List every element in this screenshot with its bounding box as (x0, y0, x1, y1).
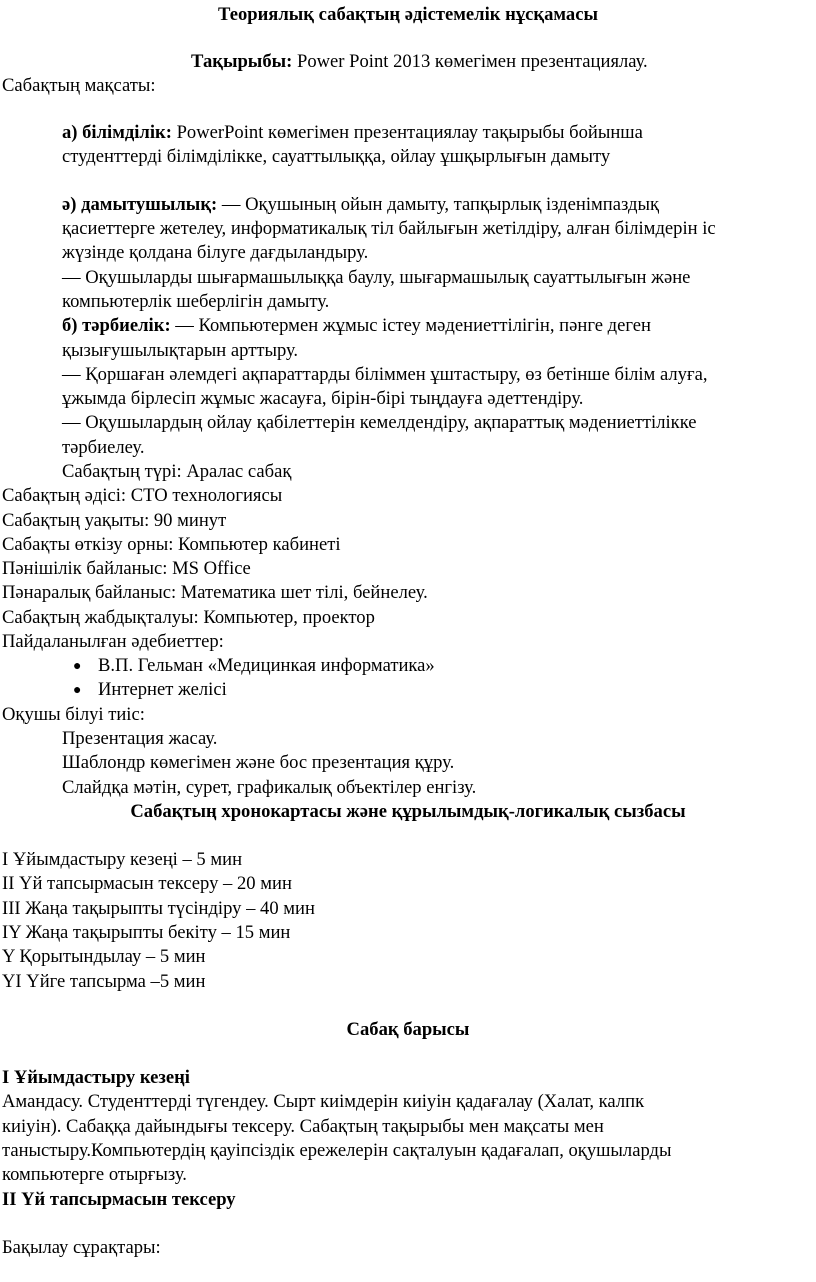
bullet-icon: ● (73, 683, 82, 698)
lesson-type: Сабақтың түрі: Аралас сабақ (62, 461, 292, 482)
developmental-line-4: — Оқушыларды шығармашылыққа баулу, шығармашылық сауаттылығын және (62, 267, 691, 288)
org-stage-text-line: таныстыру.Компьютердің қауіпсіздік ережелерін сақталуын қадағалап, оқушыларды (2, 1140, 672, 1161)
stage-item: Y Қорытындылау – 5 мин (2, 946, 206, 967)
goals-label: Сабақтың мақсаты: (2, 75, 156, 96)
lesson-time: Сабақтың уақыты: 90 минут (2, 510, 227, 531)
upbringing-line-4: ұжымда бірлесіп жұмыс жасауға, бірін-бірі тыңдауға әдеттендіру. (62, 388, 584, 409)
developmental-line-5: компьютерлік шеберлігін дамыту. (62, 291, 330, 312)
educational-line-2: студенттерді білімділікке, сауаттылыққа, ойлау ұшқырлығын дамыту (62, 146, 611, 167)
org-stage-text-line: киіуін). Сабаққа дайындығы тексеру. Сабақтың тақырыбы мен мақсаты мен (2, 1116, 604, 1137)
lesson-progress-heading: Сабақ барысы (346, 1019, 470, 1040)
educational-line-1: а) білімділік: PowerPoint көмегімен презентациялау тақырыбы бойынша (62, 122, 643, 143)
lesson-method: Сабақтың әдісі: СТО технологиясы (2, 485, 283, 506)
student-should-know-item: Слайдқа мәтін, сурет, графикалық объектілер енгізу. (62, 777, 477, 798)
developmental-line-3: жүзінде қолдана білуге дағдыландыру. (62, 242, 369, 263)
developmental-line-2: қасиеттерге жетелеу, информатикалық тіл байлығын жетілдіру, алған білімдерін іс (62, 218, 716, 239)
student-should-know-item: Шаблондр көмегімен және бос презентация құру. (62, 752, 455, 773)
developmental-label: ә) дамытушылық: (62, 194, 218, 215)
intra-subject-link: Пәнішілік байланыс: MS Office (2, 558, 251, 579)
literature-label: Пайдаланылған әдебиеттер: (2, 631, 224, 652)
org-stage-text-line: Амандасу. Студенттерді түгендеу. Сырт киімдерін киіуін қадағалау (Халат, калпк (2, 1091, 645, 1112)
bullet-icon: ● (73, 659, 82, 674)
lesson-place: Сабақты өткізу орны: Компьютер кабинеті (2, 534, 341, 555)
topic-text: Power Point 2013 көмегімен презентациялау. (292, 51, 648, 72)
topic-label: Тақырыбы: (191, 51, 293, 72)
homework-heading: II Үй тапсырмасын тексеру (2, 1189, 236, 1210)
document-title: Теориялық сабақтың әдістемелік нұсқамасы (218, 4, 598, 25)
org-stage-text-line: компьютерге отырғызу. (2, 1164, 187, 1185)
stage-item: II Үй тапсырмасын тексеру – 20 мин (2, 873, 292, 894)
upbringing-label: б) тәрбиелік: (62, 315, 171, 336)
literature-item: В.П. Гельман «Медицинкая информатика» (98, 655, 435, 676)
educational-label: а) білімділік: (62, 122, 172, 143)
inter-subject-link: Пәнаралық байланыс: Математика шет тілі, бейнелеу. (2, 582, 428, 603)
upbringing-line-5: — Оқушылардың ойлау қабілеттерін кемелдендіру, ақпараттық мәдениеттілікке (62, 412, 697, 433)
stage-item: I Ұйымдастыру кезеңі – 5 мин (2, 849, 243, 870)
literature-item: Интернет желісі (98, 679, 227, 700)
upbringing-line-6: тәрбиелеу. (62, 437, 145, 458)
upbringing-line-1: б) тәрбиелік: — Компьютермен жұмыс істеу мәдениеттілігін, пәнге деген (62, 315, 651, 336)
upbringing-line-2: қызығушылықтарын арттыру. (62, 340, 299, 361)
upbringing-line-3: — Қоршаған әлемдегі ақпараттарды біліммен ұштастыру, өз бетінше білім алуға, (62, 364, 708, 385)
topic-line (191, 50, 648, 74)
control-questions-label: Бақылау сұрақтары: (2, 1237, 161, 1258)
stage-item: IY Жаңа тақырыпты бекіту – 15 мин (2, 922, 291, 943)
student-should-know-label: Оқушы білуі тиіс: (2, 704, 145, 725)
stage-item: III Жаңа тақырыпты түсіндіру – 40 мин (2, 898, 315, 919)
student-should-know-item: Презентация жасау. (62, 728, 218, 749)
chronomap-heading: Сабақтың хронокартасы және құрылымдық-логикалық сызбасы (130, 801, 686, 822)
developmental-line-1: ә) дамытушылық: — Оқушының ойын дамыту, тапқырлық ізденімпаздық (62, 194, 659, 215)
lesson-equipment: Сабақтың жабдықталуы: Компьютер, проектор (2, 607, 375, 628)
stage-item: YI Үйге тапсырма –5 мин (2, 971, 206, 992)
org-stage-heading: I Ұйымдастыру кезеңі (2, 1067, 190, 1088)
